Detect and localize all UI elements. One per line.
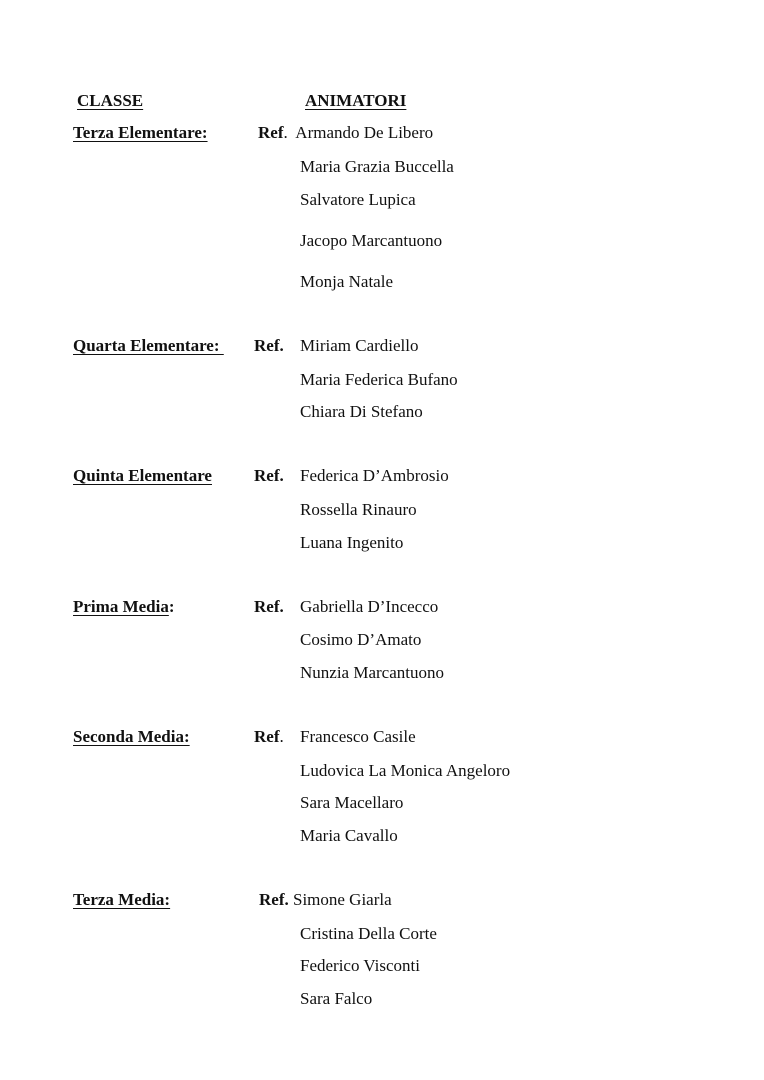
class-name-wrapper bbox=[73, 336, 226, 356]
member-name: Maria Cavallo bbox=[300, 826, 398, 845]
header-classe: CLASSE bbox=[77, 91, 144, 110]
ref-label: Ref. bbox=[254, 597, 284, 616]
member-name: Chiara Di Stefano bbox=[300, 402, 423, 421]
member-name: Federico Visconti bbox=[300, 956, 421, 975]
member-name: Luana Ingenito bbox=[300, 533, 404, 552]
member-name: Maria Grazia Buccella bbox=[300, 157, 454, 176]
class-name: Terza Elementare: bbox=[73, 123, 208, 142]
class-name-wrapper bbox=[73, 727, 190, 747]
member-name: Nunzia Marcantuono bbox=[300, 663, 444, 682]
class-name: Quarta Elementare: bbox=[73, 336, 220, 355]
referent-name: Federica D’Ambrosio bbox=[300, 466, 449, 485]
class-name: Prima Media bbox=[73, 597, 169, 616]
referent-line bbox=[259, 890, 392, 910]
class-underline-extension bbox=[220, 336, 226, 356]
member-name: Monja Natale bbox=[300, 272, 393, 291]
member-name: Sara Macellaro bbox=[300, 793, 404, 812]
member-name: Sara Falco bbox=[300, 989, 373, 1008]
member-name: Ludovica La Monica Angeloro bbox=[300, 761, 511, 780]
referent-line bbox=[254, 466, 284, 486]
class-name: Terza Media: bbox=[73, 890, 171, 909]
referent-name: Armando De Libero bbox=[295, 123, 434, 142]
class-suffix: : bbox=[183, 727, 190, 746]
ref-label: Ref bbox=[258, 123, 284, 142]
member-name: Salvatore Lupica bbox=[300, 190, 416, 209]
ref-label: Ref. bbox=[254, 466, 284, 485]
class-suffix: : bbox=[168, 597, 175, 616]
class-name: Seconda Media bbox=[73, 727, 184, 746]
member-name: Maria Federica Bufano bbox=[300, 370, 458, 389]
member-name: Jacopo Marcantuono bbox=[300, 231, 443, 250]
member-name: Cosimo D’Amato bbox=[300, 630, 422, 649]
referent-name: Gabriella D’Incecco bbox=[300, 597, 439, 616]
ref-punct: . bbox=[283, 123, 288, 142]
member-name: Cristina Della Corte bbox=[300, 924, 437, 943]
ref-label: Ref. bbox=[254, 336, 284, 355]
referent-name: Francesco Casile bbox=[300, 727, 416, 746]
class-name-wrapper bbox=[73, 597, 175, 617]
referent-line bbox=[254, 597, 284, 617]
member-name: Rossella Rinauro bbox=[300, 500, 417, 519]
referent-line bbox=[254, 727, 284, 747]
ref-label: Ref bbox=[254, 727, 280, 746]
class-name: Quinta Elementare bbox=[73, 466, 212, 485]
referent-line bbox=[258, 123, 433, 143]
ref-punct: . bbox=[279, 727, 284, 746]
referent-line bbox=[254, 336, 284, 356]
ref-label: Ref. bbox=[259, 890, 289, 909]
referent-name: Simone Giarla bbox=[292, 890, 392, 909]
referent-name: Miriam Cardiello bbox=[300, 336, 419, 355]
header-animatori: ANIMATORI bbox=[305, 91, 407, 110]
